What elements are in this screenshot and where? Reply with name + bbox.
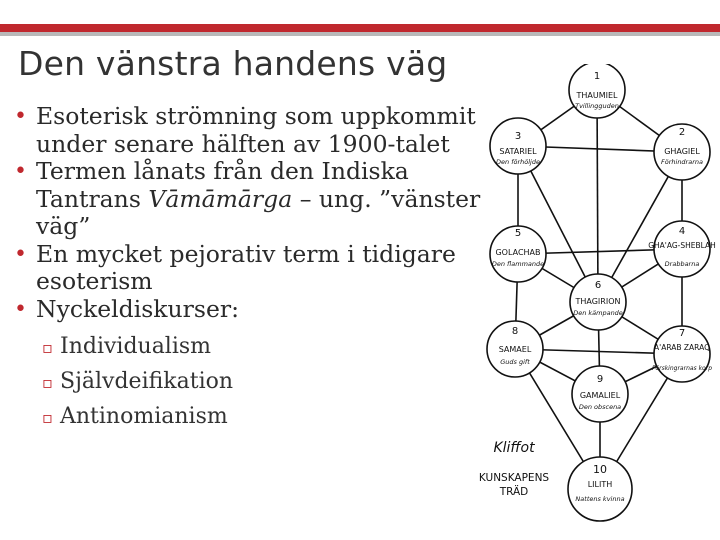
svg-text:9: 9: [596, 374, 604, 385]
subbullet-item: [14, 399, 514, 434]
bullet-text: En mycket pejorativ term i tidigare esoterism: [36, 239, 456, 295]
svg-text:1: 1: [593, 71, 601, 82]
svg-text:A'ARAB ZARAQ: A'ARAB ZARAQ: [654, 343, 710, 352]
svg-text:10: 10: [593, 463, 607, 476]
svg-text:Drabbarna: Drabbarna: [664, 260, 700, 268]
subbullet-item: [14, 364, 514, 399]
slide-title: Den vänstra handens väg: [18, 44, 448, 83]
bullet-item: [14, 103, 514, 158]
header-band: [0, 0, 720, 22]
bullet-dot-icon: •: [14, 296, 27, 322]
svg-text:Förskingrarnas korp: Förskingrarnas korp: [651, 365, 713, 372]
svg-text:Den kämpande: Den kämpande: [573, 309, 623, 317]
signature-text: Kliffot: [493, 440, 535, 456]
svg-text:Nattens kvinna: Nattens kvinna: [575, 495, 625, 503]
caption-line-2: TRÄD: [499, 486, 529, 498]
subbullet-text: Individualism: [60, 334, 212, 359]
tree-caption: [479, 440, 550, 498]
bullet-emphasis: Vāmāmārga: [148, 184, 293, 213]
svg-text:2: 2: [678, 127, 686, 138]
subbullet-item: [14, 329, 514, 364]
svg-text:7: 7: [678, 328, 686, 339]
svg-text:Guds gift: Guds gift: [500, 358, 530, 366]
bullet-text: Esoterisk strömning som uppkommit under senare hälften av 1900-talet: [36, 102, 476, 158]
svg-text:Den förhöljde: Den förhöljde: [496, 158, 540, 166]
bullet-dot-icon: •: [14, 159, 27, 184]
subbullet-text: Antinomianism: [60, 404, 228, 429]
bullet-item: [14, 296, 514, 324]
qliphoth-tree-diagram: [470, 64, 720, 540]
svg-text:4: 4: [678, 226, 686, 237]
svg-text:6: 6: [594, 280, 602, 291]
bullet-text: – ung. ”vänster väg”: [36, 184, 481, 240]
svg-text:8: 8: [511, 326, 519, 337]
svg-text:SATARIEL: SATARIEL: [499, 147, 537, 156]
accent-stripe-grey: [0, 32, 720, 36]
square-bullet-icon: ▫: [42, 373, 53, 392]
svg-text:GHAGIEL: GHAGIEL: [664, 147, 700, 156]
svg-text:Den flammande: Den flammande: [491, 260, 545, 268]
svg-text:GHA'AG-SHEBLAH: GHA'AG-SHEBLAH: [648, 241, 716, 250]
square-bullet-icon: ▫: [42, 338, 53, 357]
bullet-text: Nyckeldiskurser:: [36, 294, 240, 323]
svg-text:Den obscena: Den obscena: [578, 403, 622, 411]
square-bullet-icon: ▫: [42, 408, 53, 427]
bullet-list: [14, 103, 514, 434]
svg-text:Förhindrarna: Förhindrarna: [661, 158, 703, 166]
svg-text:Tvillingguden: Tvillingguden: [575, 102, 619, 110]
svg-text:THAGIRION: THAGIRION: [575, 297, 621, 306]
bullet-text: Termen lånats från den Indiska Tantrans: [36, 157, 409, 213]
bullet-dot-icon: •: [14, 104, 27, 129]
bullet-item: [14, 158, 514, 241]
svg-text:GAMALIEL: GAMALIEL: [579, 391, 621, 400]
svg-text:SAMAEL: SAMAEL: [498, 345, 532, 354]
svg-text:THAUMIEL: THAUMIEL: [576, 91, 618, 100]
svg-text:5: 5: [514, 228, 522, 239]
bullet-item: [14, 241, 514, 296]
bullet-dot-icon: •: [14, 241, 27, 267]
svg-text:LILITH: LILITH: [587, 480, 613, 489]
caption-line-1: KUNSKAPENS: [478, 472, 550, 484]
svg-text:GOLACHAB: GOLACHAB: [495, 248, 541, 257]
subbullet-text: Självdeifikation: [60, 369, 234, 394]
accent-stripe: [0, 24, 720, 32]
svg-text:3: 3: [514, 131, 522, 142]
